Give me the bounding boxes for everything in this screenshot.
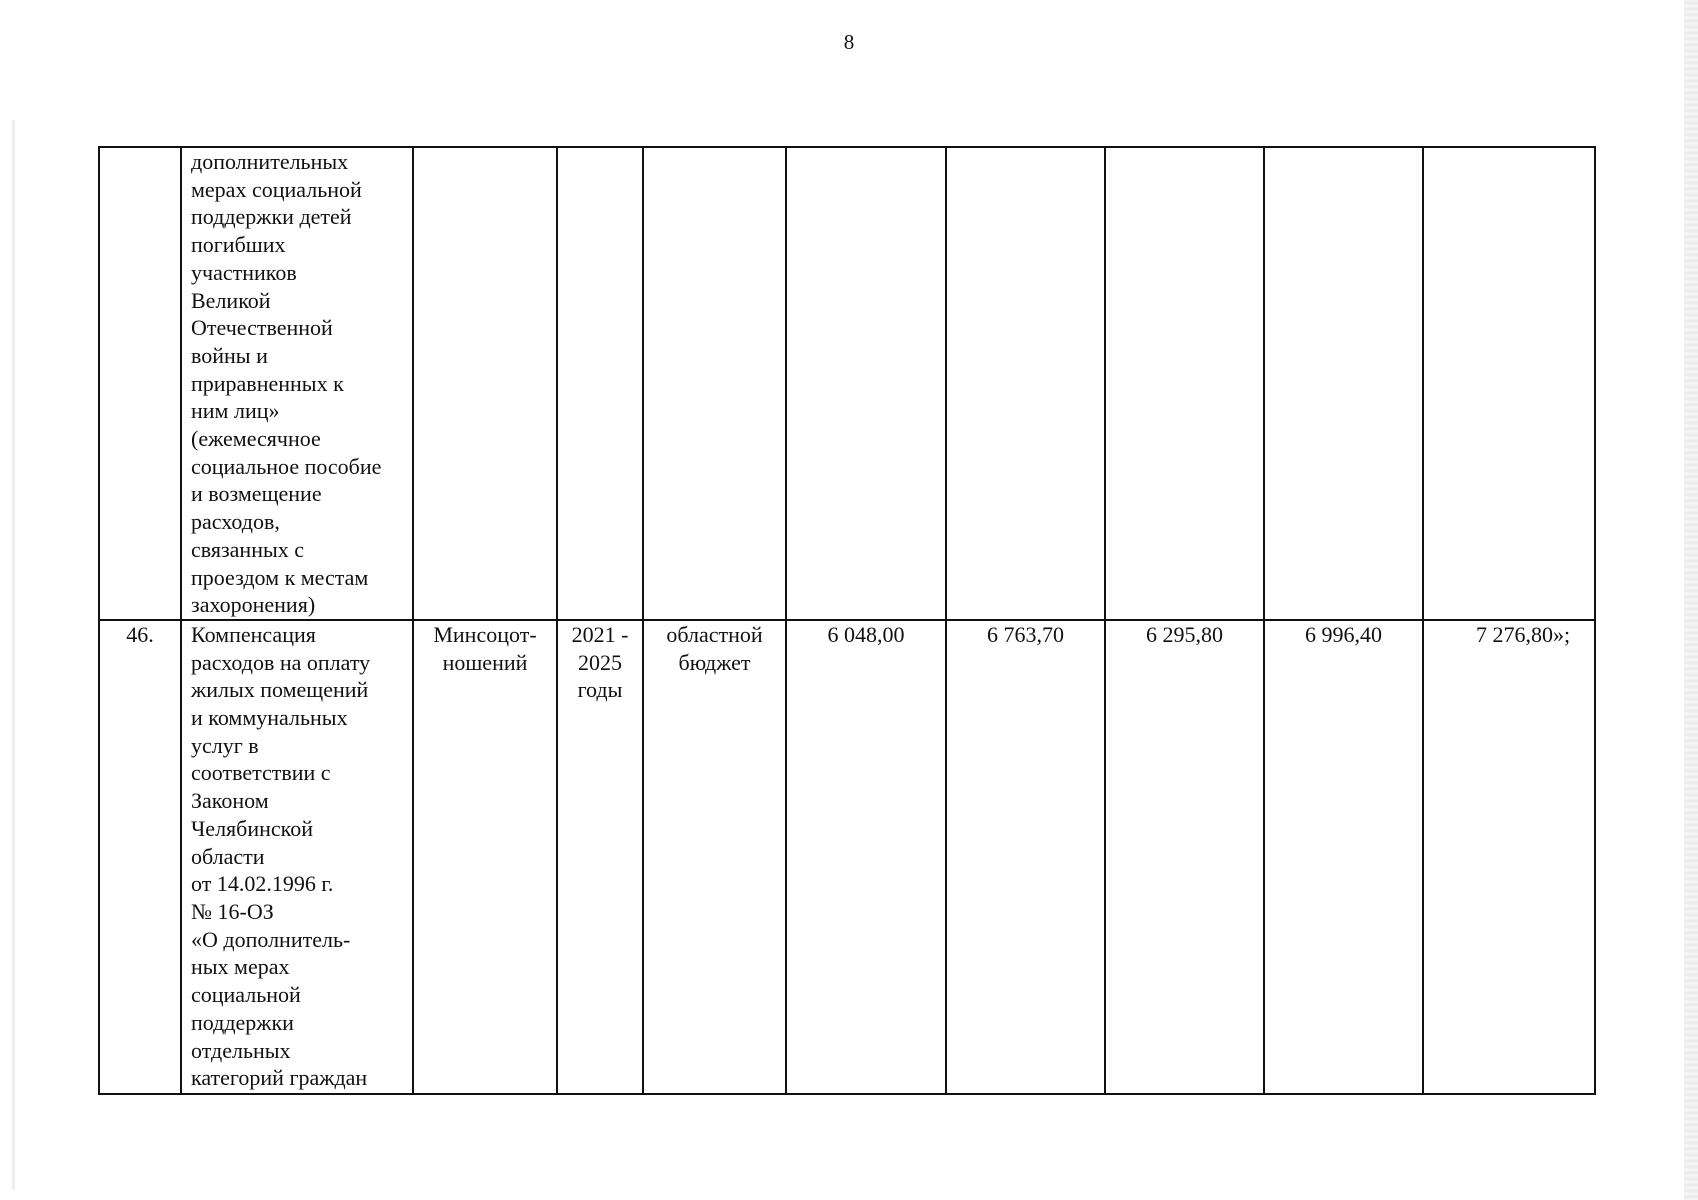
cell-value-5: 7 276,80»; — [1423, 620, 1595, 1094]
cell-value-3: 6 295,80 — [1105, 620, 1264, 1094]
cell-measure-name — [181, 147, 413, 620]
cell-funding-source — [643, 620, 786, 1094]
scan-right-edge — [1684, 0, 1698, 1200]
cell-number — [99, 147, 181, 620]
cell-executor — [413, 620, 557, 1094]
table-row-continuation — [99, 147, 1595, 620]
measure-name-text: дополнительных мерах социальной поддержки детей погибших участников Великой Отечественной войны и приравненных к ним лиц» (ежемесячное социальное пособие и возмещение расходов, связанных с проездом к местам захоронения) — [191, 149, 382, 618]
cell-value-4 — [1264, 147, 1423, 620]
period-text: 2021 - 2025 годы — [571, 621, 629, 703]
cell-value-1: 6 048,00 — [786, 620, 946, 1094]
cell-value-1 — [786, 147, 946, 620]
cell-value-5 — [1423, 147, 1595, 620]
funding-source-text: областной бюджет — [666, 621, 763, 675]
cell-value-3 — [1105, 147, 1264, 620]
scan-left-edge — [12, 120, 15, 1190]
measure-name-text: Компенсация расходов на оплату жилых помещений и коммунальных услуг в соответствии с Законом Челябинской области от 14.02.1996 г. № 16-ОЗ «О дополнитель- ных мерах социальной поддержки отдельных категорий граждан — [191, 621, 371, 1091]
cell-number: 46. — [99, 620, 181, 1094]
cell-funding-source — [643, 147, 786, 620]
table-row-46 — [99, 620, 1595, 1094]
cell-value-4: 6 996,40 — [1264, 620, 1423, 1094]
page-number: 8 — [843, 30, 855, 54]
cell-executor — [413, 147, 557, 620]
program-table — [98, 146, 1596, 1095]
cell-value-2: 6 763,70 — [946, 620, 1105, 1094]
cell-period — [557, 147, 643, 620]
cell-value-2 — [946, 147, 1105, 620]
cell-period — [557, 620, 643, 1094]
cell-measure-name — [181, 620, 413, 1094]
executor-text: Минсоцот- ношений — [433, 621, 537, 675]
